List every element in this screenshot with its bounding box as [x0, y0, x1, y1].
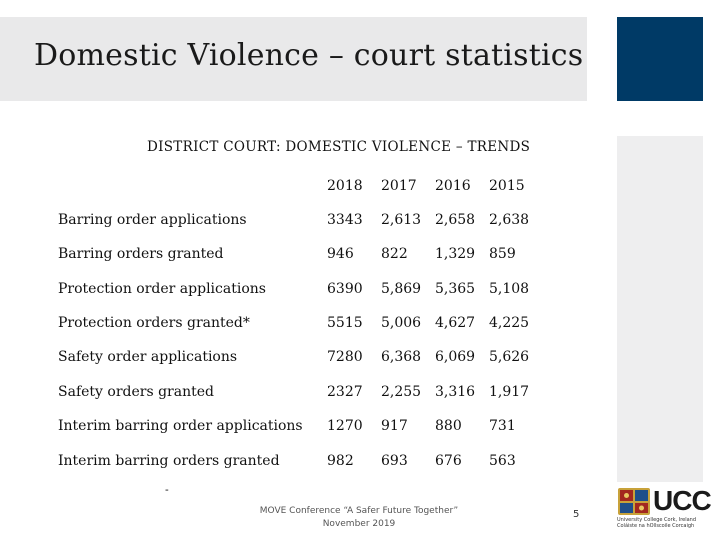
table-cell: 5,626 [489, 349, 530, 365]
table-subtitle: DISTRICT COURT: DOMESTIC VIOLENCE – TRENDS [147, 139, 531, 155]
row-label: Safety order applications [58, 349, 238, 365]
table-cell: 822 [381, 246, 408, 262]
ucc-logo-line-english: University College Cork, Ireland [617, 517, 697, 523]
table-cell: 5515 [327, 315, 363, 331]
table-cell: 3,316 [435, 384, 476, 400]
row-label: Safety orders granted [58, 384, 214, 400]
accent-block [617, 17, 703, 101]
table-cell: 563 [489, 453, 516, 469]
ucc-logo-line-irish: Coláiste na hOllscoile Corcaigh [617, 523, 695, 529]
ucc-logo [617, 487, 709, 535]
footer-text [244, 505, 474, 531]
footer-line-conference: MOVE Conference “A Safer Future Together” [259, 506, 459, 516]
row-label: Protection orders granted* [58, 315, 250, 331]
table-cell: 731 [489, 418, 516, 434]
year-header: 2015 [489, 178, 525, 194]
row-label: Protection order applications [58, 281, 266, 297]
table-cell: 946 [327, 246, 354, 262]
table-cell: 693 [381, 453, 408, 469]
stray-dash: - [165, 483, 169, 496]
table-cell: 917 [381, 418, 408, 434]
table-cell: 2,613 [381, 212, 422, 228]
table-cell: 2,638 [489, 212, 530, 228]
year-header: 2016 [435, 178, 471, 194]
side-panel [617, 136, 703, 482]
row-label: Barring order applications [58, 212, 247, 228]
table-cell: 880 [435, 418, 462, 434]
table-cell: 5,365 [435, 281, 476, 297]
table-cell: 5,108 [489, 281, 530, 297]
row-label: Interim barring orders granted [58, 453, 280, 469]
table-cell: 5,006 [381, 315, 422, 331]
table-cell: 2,255 [381, 384, 422, 400]
table-cell: 6390 [327, 281, 363, 297]
ucc-crest-icon [617, 487, 651, 517]
table-cell: 3343 [327, 212, 363, 228]
table-cell: 7280 [327, 349, 363, 365]
table-cell: 859 [489, 246, 516, 262]
table-cell: 4,627 [435, 315, 476, 331]
ucc-logo-caption [617, 517, 709, 529]
table-cell: 6,368 [381, 349, 422, 365]
table-cell: 2,658 [435, 212, 476, 228]
year-header: 2018 [327, 178, 363, 194]
page-number: 5 [573, 509, 580, 520]
table-cell: 4,225 [489, 315, 530, 331]
table-cell: 982 [327, 453, 354, 469]
table-cell: 6,069 [435, 349, 476, 365]
row-label: Barring orders granted [58, 246, 224, 262]
table-cell: 1270 [327, 418, 363, 434]
slide-title: Domestic Violence – court statistics [34, 38, 584, 73]
table-cell: 1,329 [435, 246, 476, 262]
year-header: 2017 [381, 178, 417, 194]
ucc-wordmark: UCC [653, 485, 711, 516]
footer-line-date: November 2019 [322, 519, 396, 529]
table-cell: 2327 [327, 384, 363, 400]
row-label: Interim barring order applications [58, 418, 303, 434]
table-cell: 676 [435, 453, 462, 469]
table-cell: 1,917 [489, 384, 530, 400]
table-cell: 5,869 [381, 281, 422, 297]
